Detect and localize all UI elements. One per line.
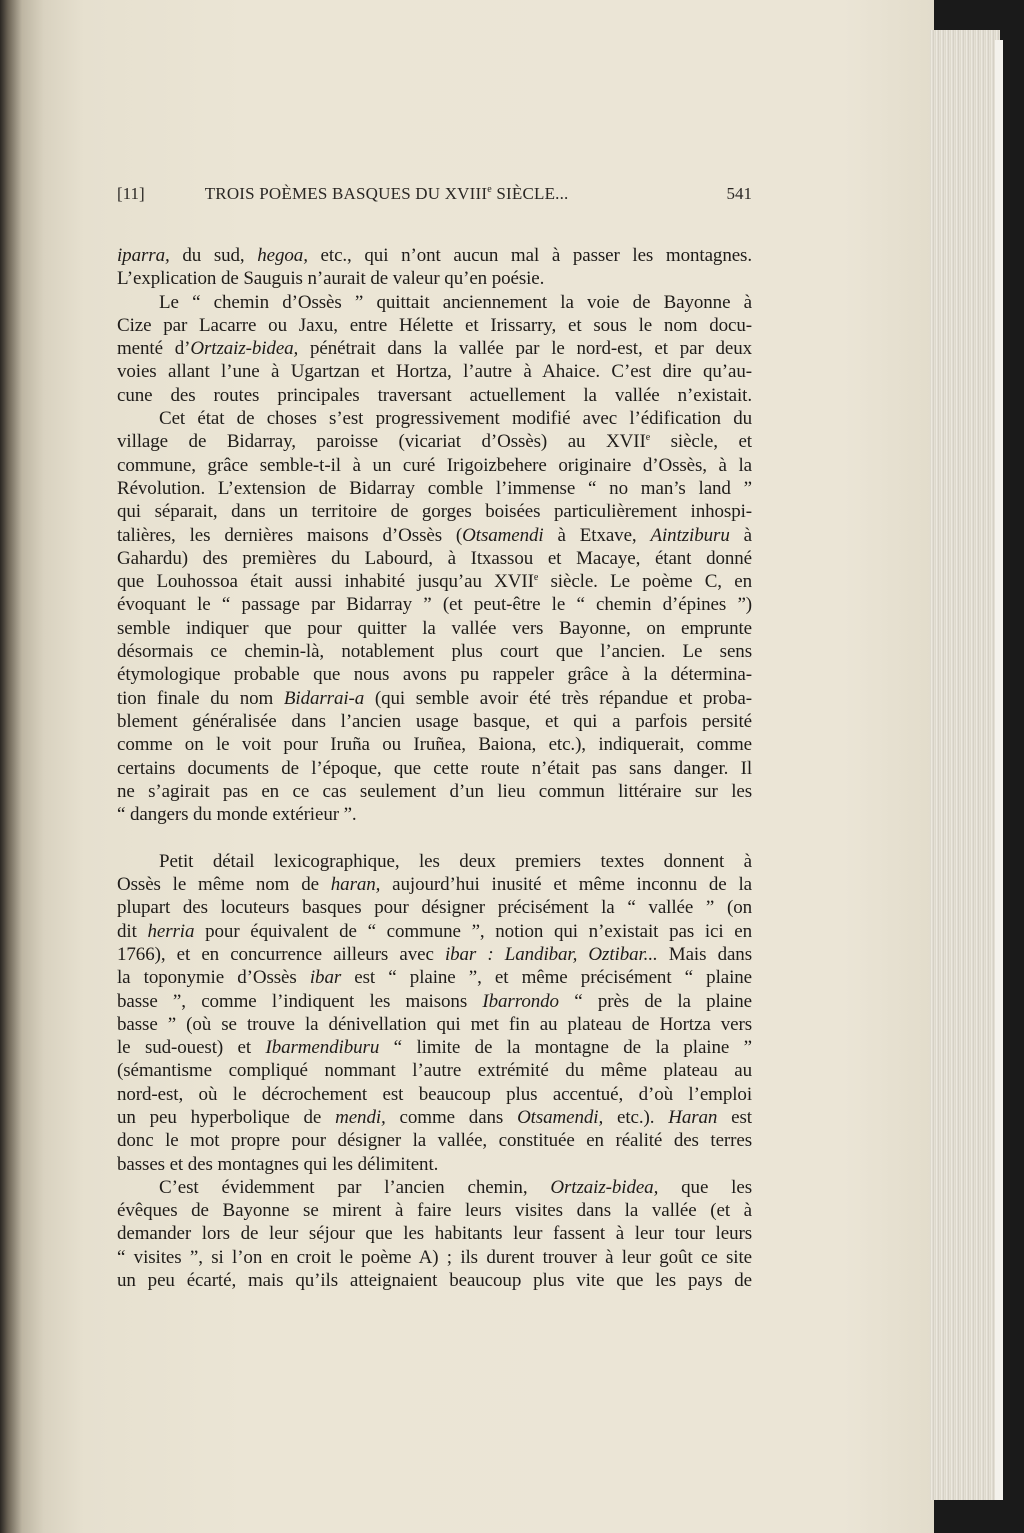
text-line — [117, 384, 752, 407]
text-segment: Gahardu) des premières du Labourd, à Itxassou et Macaye, étant donné — [117, 547, 752, 569]
text-line — [117, 1246, 752, 1269]
page-number: 541 — [726, 184, 752, 203]
text-line — [117, 454, 752, 477]
text-line — [117, 966, 752, 989]
italic-text: Ortzaiz-bidea, — [550, 1176, 659, 1198]
text-segment: commune, grâce semble-t-il à un curé Irigoizbehere originaire d’Ossès, à la — [117, 454, 752, 476]
text-line — [117, 943, 752, 966]
text-segment: menté d’ — [117, 338, 191, 360]
text-segment: étymologique probable que nous avons pu rappeler grâce à la détermina- — [117, 664, 752, 686]
text-line — [117, 733, 752, 756]
text-segment: aujourd’hui inusité et même inconnu de la — [380, 874, 752, 896]
text-segment: du sud, — [169, 245, 258, 266]
text-segment: nord-est, où le décrochement est beaucoup plus accentué, d’où l’emploi — [117, 1083, 752, 1105]
italic-text: iparra, — [117, 245, 170, 266]
text-segment: basse ” (où se trouve la dénivellation qui met fin au plateau de Hortza vers — [117, 1013, 752, 1035]
text-segment: est “ plaine ”, et même précisément “ plaine — [341, 967, 752, 989]
text-line — [117, 687, 752, 710]
text-line — [117, 850, 752, 873]
text-segment: évêques de Bayonne se mirent à faire leurs visites dans la vallée (et à — [117, 1200, 752, 1222]
text-segment: plupart des locuteurs basques pour désigner précisément la “ vallée ” (on — [117, 897, 752, 919]
text-line — [117, 896, 752, 919]
italic-text: Otsamendi — [462, 524, 544, 546]
italic-text: ibar : Landibar, Oztibar... — [444, 943, 658, 965]
text-segment: est — [717, 1106, 752, 1128]
italic-text: Ibarmendiburu — [265, 1037, 380, 1059]
text-line — [117, 407, 752, 430]
text-segment: certains documents de l’époque, que cette route n’était pas sans danger. Il — [117, 757, 752, 779]
text-segment: qui séparait, dans un territoire de gorges boisées particulièrement inhospi- — [117, 501, 752, 523]
text-segment: siècle, et — [650, 431, 752, 453]
text-line — [117, 267, 752, 290]
text-segment: ne s’agirait pas en ce cas seulement d’un lieu commun littéraire sur les — [117, 780, 752, 802]
text-line — [117, 990, 752, 1013]
text-segment: la toponymie d’Ossès — [117, 967, 310, 989]
italic-text: ibar — [309, 967, 342, 989]
text-line — [117, 291, 752, 314]
text-line — [117, 873, 752, 896]
text-line — [117, 617, 752, 640]
text-segment: comme dans — [385, 1106, 518, 1128]
text-segment: “ dangers du monde extérieur ”. — [117, 804, 357, 826]
text-segment: SIÈCLE... — [491, 184, 569, 203]
page-stack-edge — [930, 30, 1000, 1500]
page-stack-edge-outer — [995, 40, 1003, 1500]
text-segment: Révolution. L’extension de Bidarray comble l’immense “ no man’s land ” — [117, 477, 752, 499]
text-segment: pour équivalent de “ commune ”, notion qui n’existait pas ici en — [194, 920, 752, 942]
text-segment: comme on le voit pour Iruña ou Iruñea, Baiona, etc.), indiquerait, comme — [117, 734, 752, 756]
text-segment: 1766), et en concurrence ailleurs avec — [117, 943, 445, 965]
text-line — [117, 593, 752, 616]
text-line — [117, 1199, 752, 1222]
text-segment: cune des routes principales traversant actuellement la vallée n’existait. — [117, 384, 752, 406]
text-segment: Cet état de choses s’est progressivement modifié avec l’édification du — [159, 408, 752, 430]
italic-text: herria — [147, 920, 195, 942]
text-segment: désormais ce chemin-là, notablement plus court que l’ancien. Le sens — [117, 641, 752, 663]
text-line — [117, 1222, 752, 1245]
italic-text: Ortzaiz-bidea, — [190, 338, 299, 360]
text-segment: “ visites ”, si l’on en croit le poème A) ; ils durent trouver à leur goût ce site — [117, 1246, 752, 1268]
text-segment: à — [729, 524, 752, 546]
text-segment: talières, les dernières maisons d’Ossès ( — [117, 524, 463, 546]
italic-text: Haran — [668, 1106, 718, 1128]
text-line — [117, 1036, 752, 1059]
text-line — [117, 757, 752, 780]
text-line — [117, 920, 752, 943]
text-segment: (sémantisme compliqué nommant l’autre extrémité du même plateau au — [117, 1060, 752, 1082]
text-line — [117, 1153, 752, 1176]
text-segment: blement généralisée dans l’ancien usage basque, et qui a parfois persité — [117, 710, 752, 732]
running-title — [205, 184, 569, 204]
text-line — [117, 1083, 752, 1106]
previous-page-edge — [0, 0, 44, 1533]
text-segment: siècle. Le poème C, en — [538, 571, 752, 593]
text-segment: Le “ chemin d’Ossès ” quittait anciennement la voie de Bayonne à — [159, 291, 752, 313]
text-segment: basse ”, comme l’indiquent les maisons — [117, 990, 483, 1012]
italic-text: mendi, — [335, 1106, 386, 1128]
text-segment: “ près de la plaine — [558, 990, 752, 1012]
text-segment: Ossès le même nom de — [117, 874, 331, 896]
text-line — [117, 524, 752, 547]
text-segment: etc., qui n’ont aucun mal à passer les montagnes. — [307, 245, 752, 266]
text-line — [117, 477, 752, 500]
superscript: e — [645, 432, 651, 444]
italic-text: Aintziburu — [650, 524, 730, 546]
text-segment: que Louhossoa était aussi inhabité jusqu’au XVII — [117, 571, 534, 593]
section-number: [11] — [117, 184, 145, 203]
text-line — [117, 244, 752, 267]
text-segment: village de Bidarray, paroisse (vicariat d’Ossès) au XVII — [117, 431, 646, 453]
text-line — [117, 1013, 752, 1036]
text-line — [117, 710, 752, 733]
text-line — [117, 780, 752, 803]
italic-text: Ibarrondo — [482, 990, 559, 1012]
text-segment: voies allant l’une à Ugartzan et Hortza, l’autre à Ahaice. C’est dire qu’au- — [117, 361, 752, 383]
text-segment: donc le mot propre pour désigner la vallée, constituée en réalité des terres — [117, 1130, 752, 1152]
text-segment: “ limite de la montagne de la plaine ” — [379, 1037, 752, 1059]
text-line — [117, 430, 752, 453]
text-segment: dit — [117, 920, 148, 942]
text-line — [117, 360, 752, 383]
text-segment: Cize par Lacarre ou Jaxu, entre Hélette et Irissarry, et sous le nom docu- — [117, 314, 752, 336]
text-line — [117, 500, 752, 523]
text-line — [117, 640, 752, 663]
text-segment: le sud-ouest) et — [117, 1037, 266, 1059]
italic-text: Bidarrai-a — [283, 687, 365, 709]
text-segment: TROIS POÈMES BASQUES DU XVIII — [204, 184, 488, 203]
text-line — [117, 803, 752, 826]
italic-text: Otsamendi, — [517, 1106, 604, 1128]
text-line — [117, 1059, 752, 1082]
text-line — [117, 1176, 752, 1199]
text-segment: C’est évidemment par l’ancien chemin, — [159, 1176, 551, 1198]
italic-text: hegoa, — [257, 245, 308, 266]
text-segment: (qui semble avoir été très répandue et proba- — [364, 687, 752, 709]
italic-text: haran, — [330, 874, 381, 896]
text-segment: pénétrait dans la vallée par le nord-est, et par deux — [298, 338, 753, 360]
text-segment: tion finale du nom — [117, 687, 284, 709]
text-line — [117, 314, 752, 337]
text-segment: demander lors de leur séjour que les habitants leur fassent à leur tour leurs — [117, 1223, 752, 1245]
text-line — [117, 337, 752, 360]
text-line — [117, 1129, 752, 1152]
text-line — [117, 547, 752, 570]
body-text — [117, 244, 752, 1292]
text-segment: semble indiquer que pour quitter la vallée vers Bayonne, on emprunte — [117, 617, 752, 639]
text-line — [117, 1269, 752, 1292]
text-segment: L’explication de Sauguis n’aurait de valeur qu’en poésie. — [117, 268, 545, 290]
text-line — [117, 570, 752, 593]
text-line — [117, 1106, 752, 1129]
blank-line — [117, 826, 752, 849]
text-segment: évoquant le “ passage par Bidarray ” (et peut-être le “ chemin d’épines ”) — [117, 594, 752, 616]
text-segment: etc.). — [603, 1106, 669, 1128]
text-segment: à Etxave, — [543, 524, 651, 546]
superscript: e — [487, 184, 492, 195]
text-segment: Petit détail lexicographique, les deux premiers textes donnent à — [159, 850, 752, 872]
text-line — [117, 663, 752, 686]
text-segment: un peu hyperbolique de — [117, 1106, 336, 1128]
text-segment: un peu écarté, mais qu’ils atteignaient beaucoup plus vite que les pays de — [117, 1270, 752, 1292]
superscript: e — [533, 572, 539, 584]
running-header — [117, 184, 752, 204]
text-segment: basses et des montagnes qui les délimitent. — [117, 1153, 439, 1175]
text-segment: que les — [658, 1176, 752, 1198]
text-segment: Mais dans — [657, 943, 752, 965]
